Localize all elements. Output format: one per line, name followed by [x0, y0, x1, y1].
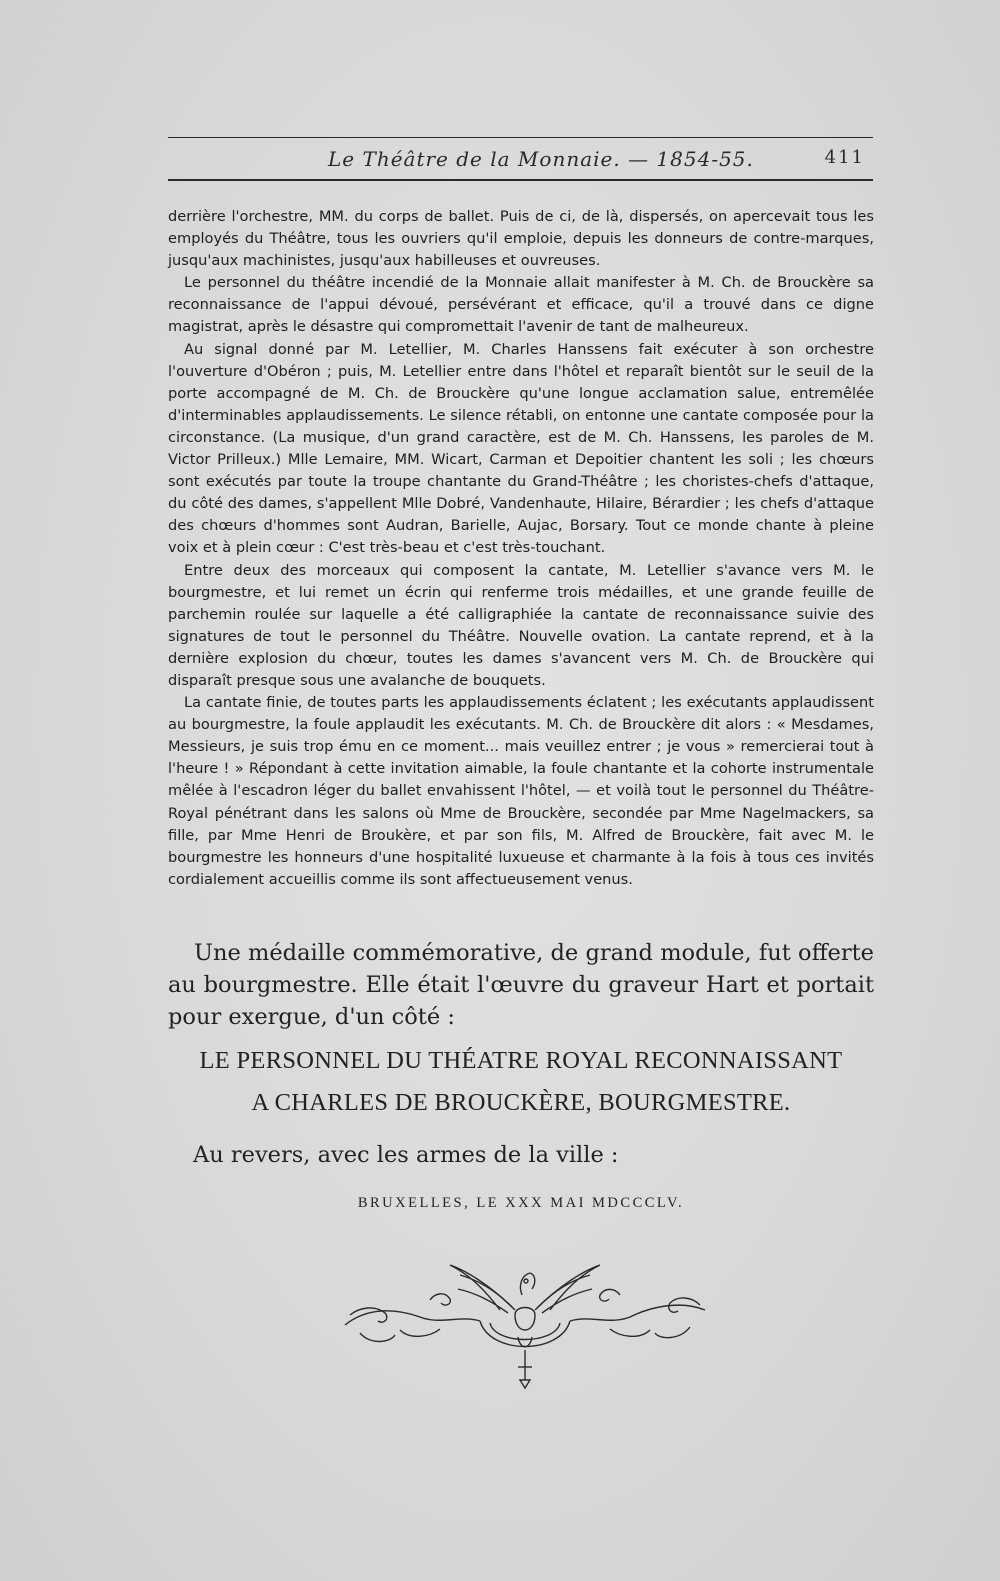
running-head — [168, 145, 873, 175]
medal-inscription — [168, 1040, 874, 1124]
eagle-ornament-icon — [340, 1255, 710, 1390]
header-rule-top — [168, 137, 873, 138]
running-title: Le Théâtre de la Monnaie. — 1854-55. — [328, 147, 754, 171]
inscription-line: LE PERSONNEL DU THÉATRE ROYAL RECONNAISSANT — [199, 1047, 843, 1074]
medal-revers: Au revers, avec les armes de la ville : — [193, 1142, 619, 1168]
page-number: 411 — [824, 147, 865, 168]
medal-description — [168, 937, 874, 1033]
medal-date: BRUXELLES, LE XXX MAI MDCCCLV. — [357, 1195, 685, 1211]
paragraph: derrière l'orchestre, MM. du corps de ballet. Puis de ci, de là, dispersés, on apercevait tous les employés du Théâtre, tous les ouvriers qu'il emploie, depuis les donneurs de contre-marques, jusqu'aux machinistes, jusqu'aux habilleuses et ouvreuses. — [168, 208, 874, 270]
header-rule-bottom — [168, 179, 873, 181]
paragraph: La cantate finie, de toutes parts les applaudissements éclatent ; les exécutants applaudissent au bourgmestre, la foule applaudit les exécutants. M. Ch. de Brouckère dit alors : « Mesdames, Messieurs, je suis trop ému en ce moment... mais veuillez entrer ; je vous » remercierai tout à l'heure ! » Répondant à cette invitation aimable, la foule chantante et la cohorte instrumentale mêlée à l'escadron léger du ballet envahissent l'hôtel, — et voilà tout le personnel du Théâtre-Royal pénétrant dans les salons où Mme de Brouckère, secondée par Mme Nagelmackers, sa fille, par Mme Henri de Broukère, et par son fils, M. Alfred de Brouckère, fait avec M. le bourgmestre les honneurs d'une hospitalité luxueuse et charmante à la fois à tous ces invités cordialement accueillis comme ils sont affectueusement venus. — [168, 694, 874, 888]
medal-intro: Une médaille commémorative, de grand module, fut offerte au bourgmestre. Elle était l'œuvre du graveur Hart et portait pour exergue, d'un côté : — [168, 940, 874, 1030]
paragraph: Entre deux des morceaux qui composent la cantate, M. Letellier s'avance vers M. le bourgmestre, et lui remet un écrin qui renferme trois médailles, et une grande feuille de parchemin roulée sur laquelle a été calligraphiée la cantate de reconnaissance suivie des signatures de tout le personnel du Théâtre. Nouvelle ovation. La cantate reprend, et à la dernière explosion du chœur, toutes les dames s'avancent vers M. Ch. de Brouckère qui disparaît presque sous une avalanche de bouquets. — [168, 561, 874, 689]
inscription-line: A CHARLES DE BROUCKÈRE, BOURGMESTRE. — [251, 1089, 791, 1116]
paragraph: Le personnel du théâtre incendié de la Monnaie allait manifester à M. Ch. de Brouckère sa reconnaissance de l'appui dévoué, persévérant et efficace, qu'il a trouvé dans ce digne magistrat, après le désastre qui compromettait l'avenir de tant de malheureux. — [168, 274, 874, 336]
body-text — [168, 206, 874, 891]
paragraph: Au signal donné par M. Letellier, M. Charles Hanssens fait exécuter à son orchestre l'ouverture d'Obéron ; puis, M. Letellier entre dans l'hôtel et reparaît bientôt sur le seuil de la porte accompagné de M. Ch. de Brouckère qu'une longue acclamation salue, entremêlée d'interminables applaudissements. Le silence rétabli, on entonne une cantate composée pour la circonstance. (La musique, d'un grand caractère, est de M. Ch. Hanssens, les paroles de M. Victor Prilleux.) Mlle Lemaire, MM. Wicart, Carman et Depoitier chantent les soli ; les chœurs sont exécutés par toute la troupe chantante du Grand-Théâtre ; les choristes-chefs d'attaque, du côté des dames, s'appellent Mlle Dobré, Vandenhaute, Hilaire, Bérardier ; les chefs d'attaque des chœurs d'hommes sont Audran, Barielle, Aujac, Borsary. Tout ce monde chante à pleine voix et à plein cœur : C'est très-beau et c'est très-touchant. — [168, 340, 874, 557]
